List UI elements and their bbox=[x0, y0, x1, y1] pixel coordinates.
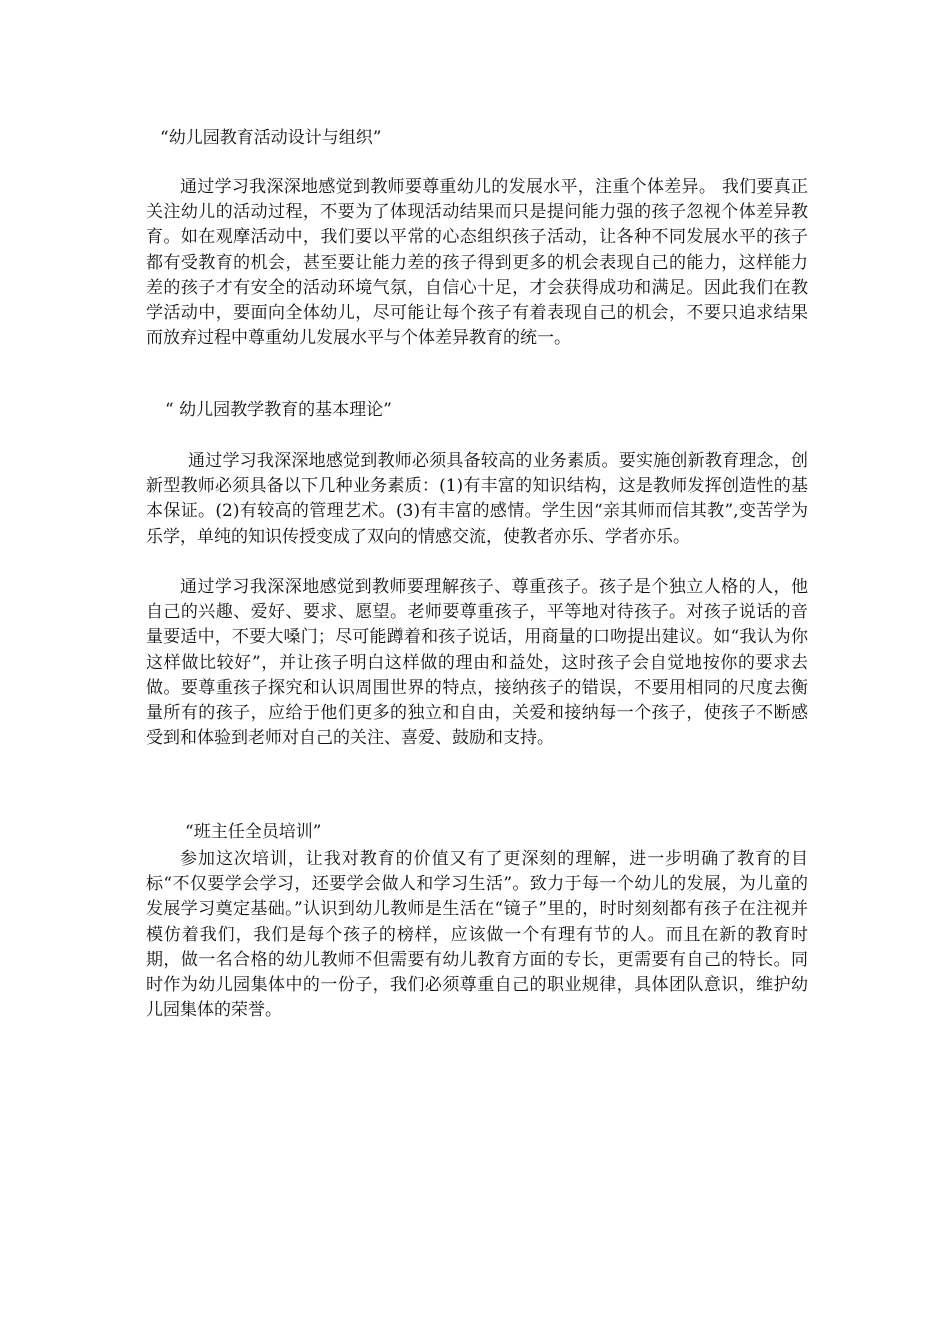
section-heading-head-teacher-training: “班主任全员培训” bbox=[185, 822, 322, 842]
paragraph-teacher-quality: 通过学习我深深地感觉到教师必须具备较高的业务素质。要实施创新教育理念，创新型教师必须具备以下几种业务素质：(1)有丰富的知识结构，这是教师发挥创造性的基本保证。(2)有较高的管理艺术。(3)有丰富的感情。学生因“亲其师而信其教”,变苦学为乐学，单纯的知识传授变成了双向的情感交流，使教者亦乐、学者亦乐。 bbox=[146, 451, 808, 547]
section-heading-activity-design: “幼儿园教育活动设计与组织” bbox=[160, 128, 382, 148]
paragraph-respect-children: 通过学习我深深地感觉到教师要理解孩子、尊重孩子。孩子是个独立人格的人，他自己的兴趣、爱好、要求、愿望。老师要尊重孩子，平等地对待孩子。对孩子说话的音量要适中，不要大嗓门；尽可能蹲着和孩子说话，用商量的口吻提出建议。如“我认为你这样做比较好”，并让孩子明白这样做的理由和益处，这时孩子会自觉地按你的要求去做。要尊重孩子探究和认识周围世界的特点，接纳孩子的错误，不要用相同的尺度去衡量所有的孩子，应给于他们更多的独立和自由，关爱和接纳每一个孩子，使孩子不断感受到和体验到老师对自己的关注、喜爱、鼓励和支持。 bbox=[146, 577, 808, 749]
paragraph-training-reflection: 参加这次培训，让我对教育的价值又有了更深刻的理解，进一步明确了教育的目标“不仅要学会学习，还要学会做人和学习生活”。致力于每一个幼儿的发展，为儿童的发展学习奠定基础。”认识到幼儿教师是生活在“镜子”里的，时时刻刻都有孩子在注视并模仿着我们，我们是每个孩子的榜样，应该做一个有理有节的人。而且在新的教育时期，做一名合格的幼儿教师不但需要有幼儿教育方面的专长，更需要有自己的特长。同时作为幼儿园集体中的一份子，我们必须尊重自己的职业规律，具体团队意识，维护幼儿园集体的荣誉。 bbox=[146, 849, 808, 1021]
section-heading-basic-theory: “ 幼儿园教学教育的基本理论” bbox=[165, 400, 392, 420]
paragraph-activity-design: 通过学习我深深地感觉到教师要尊重幼儿的发展水平，注重个体差异。 我们要真正关注幼儿的活动过程，不要为了体现活动结果而只是提问能力强的孩子忽视个体差异教育。如在观摩活动中，我们要以平常的心态组织孩子活动，让各种不同发展水平的孩子都有受教育的机会，甚至要让能力差的孩子得到更多的机会表现自己的能力，这样能力差的孩子才有安全的活动环境气氛，自信心十足，才会获得成功和满足。因此我们在教学活动中，要面向全体幼儿，尽可能让每个孩子有着表现自己的机会，不要只追求结果而放弃过程中尊重幼儿发展水平与个体差异教育的统一。 bbox=[146, 177, 808, 349]
